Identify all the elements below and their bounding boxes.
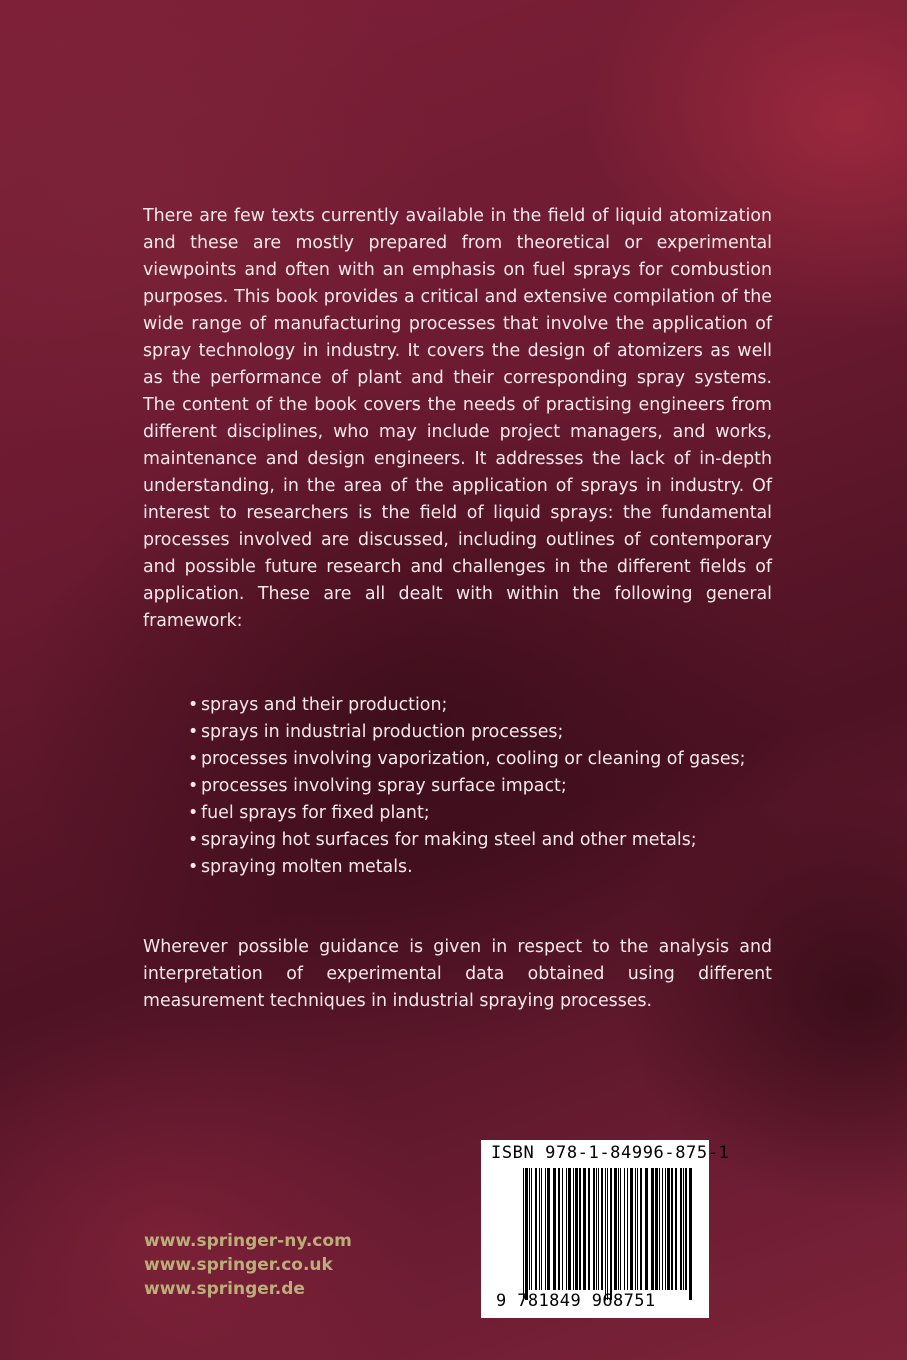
barcode-bar xyxy=(593,1168,595,1290)
barcode-bar xyxy=(620,1168,621,1290)
topic-item xyxy=(188,827,773,854)
bullet-marker: • xyxy=(188,776,199,796)
barcode-bar xyxy=(575,1168,578,1290)
topic-item xyxy=(188,719,773,746)
barcode-bar xyxy=(535,1168,537,1290)
topic-item xyxy=(188,854,773,881)
barcode-bar xyxy=(596,1168,597,1290)
barcode-bar xyxy=(689,1168,692,1300)
barcode-bar xyxy=(525,1168,528,1300)
topic-text: sprays and their production; xyxy=(201,695,448,715)
barcode-bar xyxy=(607,1168,608,1300)
closing-paragraph: Wherever possible guidance is given in respect to the analysis and interpretation of experimental data obtained using different measurement techniques in industrial spraying processes. xyxy=(143,937,772,1011)
topic-text: spraying hot surfaces for making steel and other metals; xyxy=(201,830,697,850)
barcode-bar xyxy=(659,1168,660,1290)
barcode-bar xyxy=(640,1168,642,1290)
barcode-bar xyxy=(675,1168,677,1290)
bullet-marker: • xyxy=(188,803,199,823)
url-link[interactable]: www.springer-ny.com xyxy=(144,1231,352,1251)
barcode-bar xyxy=(610,1168,612,1300)
isbn-label: ISBN 978-1-84996-875-1 xyxy=(491,1143,730,1163)
barcode-bar xyxy=(601,1168,603,1290)
bullet-marker: • xyxy=(188,857,199,877)
url-link[interactable]: www.springer.de xyxy=(144,1279,305,1299)
topic-item xyxy=(188,692,773,719)
topic-text: processes involving spray surface impact; xyxy=(201,776,567,796)
barcode-bar xyxy=(645,1168,648,1290)
topic-text: spraying molten metals. xyxy=(201,857,413,877)
barcode-bar xyxy=(635,1168,636,1290)
barcode-digits: 9 781849 968751 xyxy=(496,1291,656,1311)
bullet-marker: • xyxy=(188,695,199,715)
barcode-bar xyxy=(568,1168,571,1290)
barcode-bar xyxy=(627,1168,628,1290)
publisher-urls xyxy=(144,1229,352,1301)
bullet-marker: • xyxy=(188,722,199,742)
barcode-bar xyxy=(558,1168,560,1290)
barcode-bar xyxy=(667,1168,670,1290)
barcode-bar xyxy=(680,1168,682,1290)
barcode-bar xyxy=(651,1168,654,1290)
barcode-bar xyxy=(547,1168,550,1290)
barcode-bar xyxy=(541,1168,542,1290)
topics-list xyxy=(188,692,773,881)
barcode-bar xyxy=(637,1168,638,1290)
barcode-bar xyxy=(583,1168,586,1290)
barcode-bar xyxy=(662,1168,663,1290)
barcode-bar xyxy=(531,1168,532,1290)
barcode-bar xyxy=(573,1168,574,1290)
barcode-bar xyxy=(685,1168,687,1290)
barcode-bar xyxy=(588,1168,590,1290)
topic-text: fuel sprays for fixed plant; xyxy=(201,803,430,823)
barcode-bar xyxy=(630,1168,633,1290)
barcode-bar xyxy=(665,1168,666,1290)
description-paragraph: There are few texts currently available in the field of liquid atomization and these are mostly prepared from theoretical or experimental viewpoints and often with an emphasis on fuel sprays for combustion purposes. This book provides a critical and extensive compilation of the wide range of manufacturing processes that involve the application of spray technology in industry. It covers the design of atomizers as well as the performance of plant and their corresponding spray systems. The content of the book covers the needs of practising engineers from different disciplines, who may include project managers, and works, maintenance and design engineers. It addresses the lack of in-depth understanding, in the area of the application of sprays in industry. Of interest to researchers is the field of liquid sprays: the fundamental processes involved are discussed, including outlines of contemporary and possible future research and challenges in the different fields of application. These are all dealt with within the following general framework: xyxy=(143,206,772,631)
barcode-bar xyxy=(683,1168,684,1290)
topic-item xyxy=(188,773,773,800)
barcode-bar xyxy=(605,1168,606,1300)
barcode-bar xyxy=(614,1168,617,1290)
isbn-barcode xyxy=(481,1140,730,1318)
barcode-bar xyxy=(671,1168,673,1290)
barcode-bar xyxy=(553,1168,556,1290)
topic-item xyxy=(188,746,773,773)
bullet-marker: • xyxy=(188,830,199,850)
barcode-bar xyxy=(598,1168,599,1290)
topic-text: processes involving vaporization, cooling or cleaning of gases; xyxy=(201,749,746,769)
barcode-bar xyxy=(655,1168,658,1290)
bullet-marker: • xyxy=(188,749,199,769)
barcode-bar xyxy=(624,1168,625,1290)
url-link[interactable]: www.springer.co.uk xyxy=(144,1255,333,1275)
barcode-bar xyxy=(566,1168,567,1290)
topic-text: sprays in industrial production processes; xyxy=(201,722,564,742)
barcode-bar xyxy=(562,1168,563,1290)
topic-item xyxy=(188,800,773,827)
barcode-bar xyxy=(579,1168,581,1290)
barcode-bar xyxy=(618,1168,619,1290)
barcode-bar xyxy=(529,1168,530,1290)
barcode-bar xyxy=(545,1168,546,1290)
barcode-bar xyxy=(539,1168,540,1290)
barcode-bar xyxy=(523,1168,524,1300)
